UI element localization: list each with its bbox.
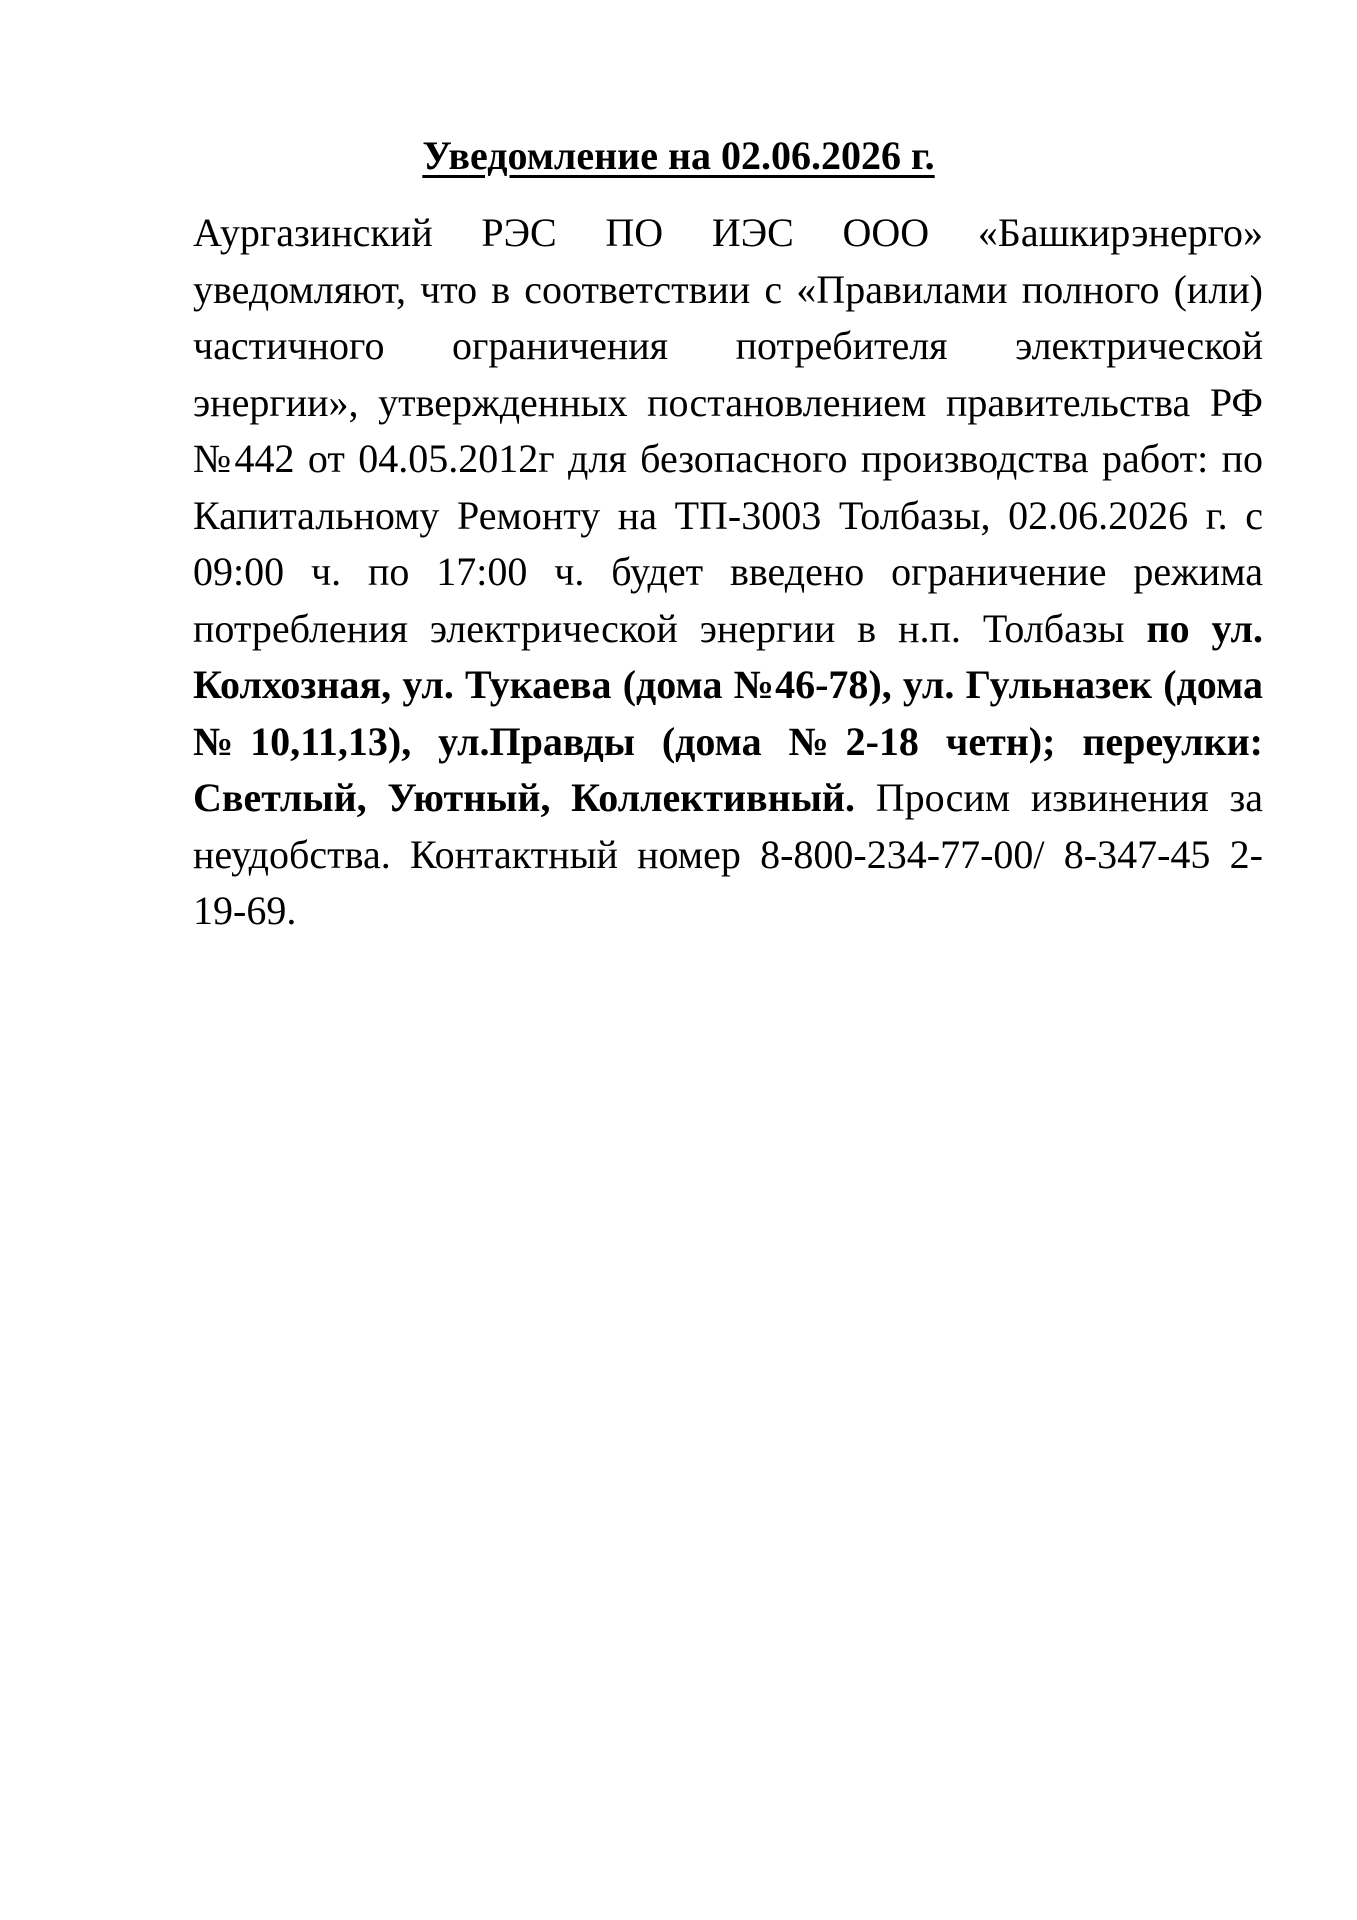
notice-affected-streets: по ул. Колхозная, ул. Тукаева (дома №46-78), ул. Гульназек (дома №10,11,13), ул.Правды (дома №2-18 четн); переулки: Светлый, Уютный, Коллективный. xyxy=(193,605,1264,820)
notice-text-intro: Аургазинский РЭС ПО ИЭС ООО «Башкирэнерго» уведомляют, что в соответствии с «Правилами полного (или) частичного ограничения потребителя электрической энергии», утвержденных постановлением правительства РФ №442 от 04.05.2012г для безопасного производства работ: по Капитальному Ремонту на ТП-3003 Толбазы, 02.06.2026 г. с 09:00 ч. по 17:00 ч. будет введено ограничение режима потребления электрической энергии в н.п. Толбазы xyxy=(193,210,1263,651)
notice-text-closing: Просим извинения за неудобства. Контактный номер 8-800-234-77-00/ 8-347-45 2-19-69. xyxy=(193,775,1263,933)
notice-title: Уведомление на 02.06.2026 г. xyxy=(422,133,935,178)
notice-body xyxy=(193,205,1263,940)
